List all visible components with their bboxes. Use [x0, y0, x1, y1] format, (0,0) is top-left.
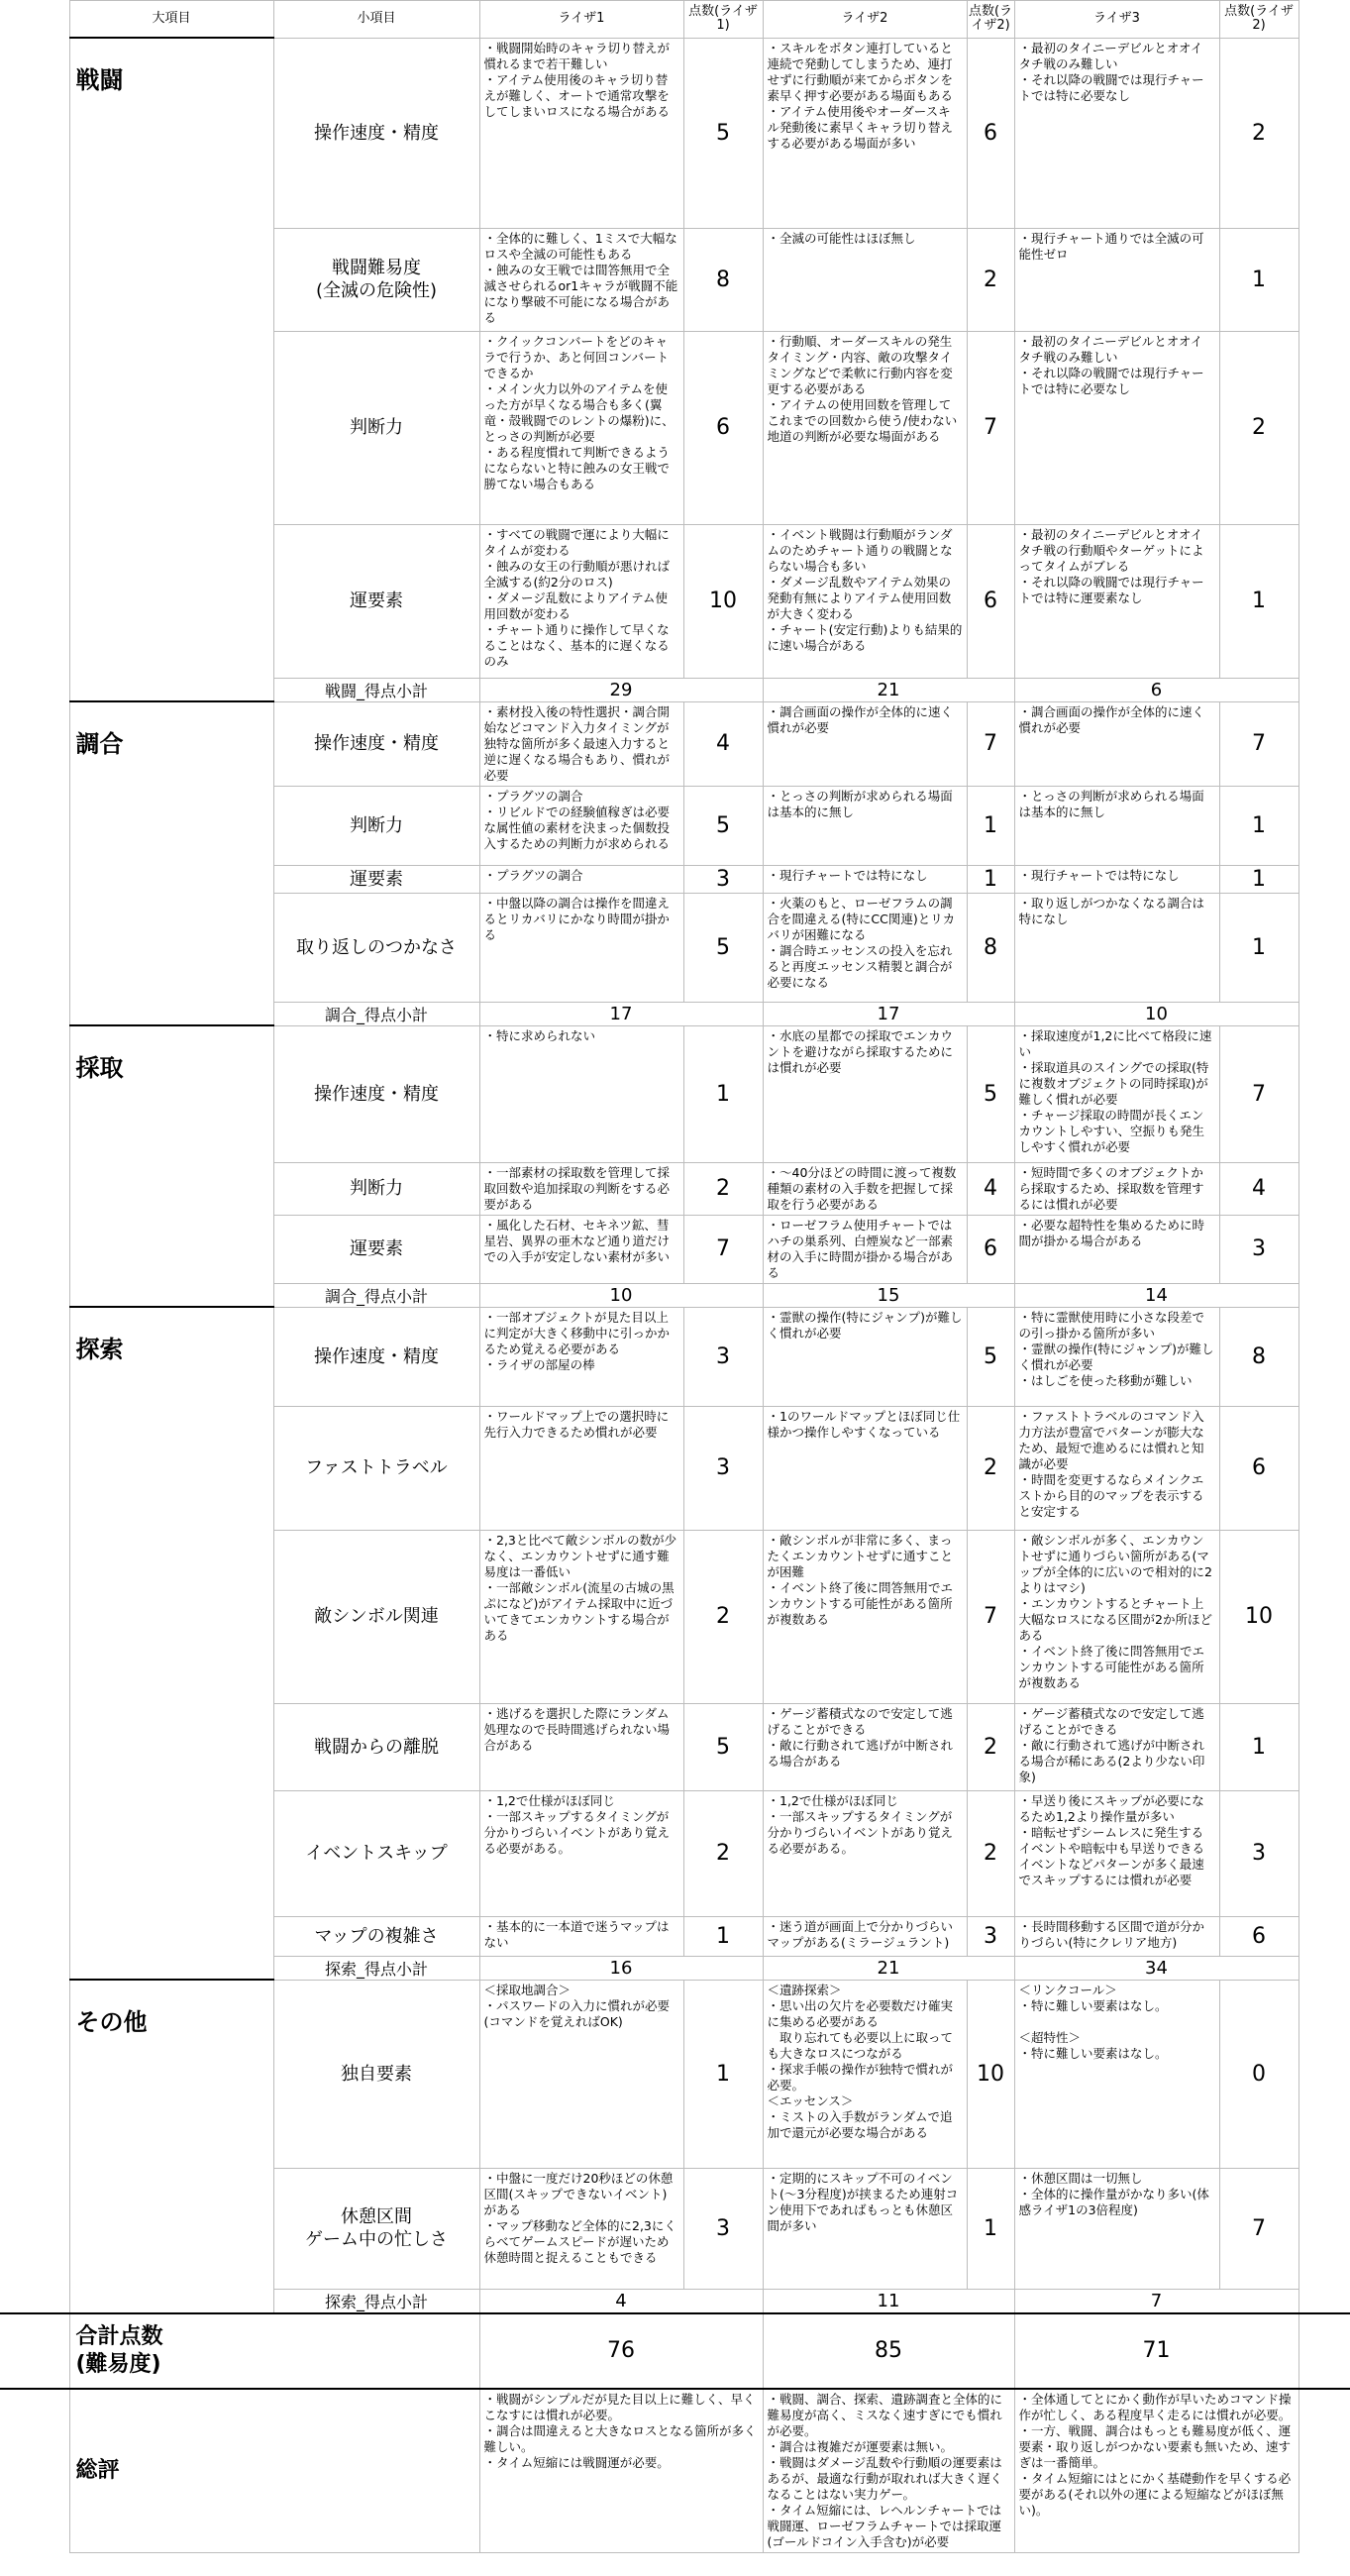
total-ryza1: 76 [479, 2313, 763, 2389]
ryza3-score: 1 [1219, 228, 1298, 331]
ryza3-score: 2 [1219, 38, 1298, 228]
ryza1-score: 3 [683, 1307, 763, 1406]
ryza2-description: ・ローゼフラム使用チャートではハチの巣系列、白煙炭など一部素材の入手に時間が掛かる場合がある [763, 1215, 967, 1283]
row-spacer [0, 1980, 69, 2168]
ryza2-description: ・敵シンボルが非常に多く、まったくエンカウントせずに通すことが困難 ・イベント終了後に問答無用でエンカウントする可能性がある箇所が複数ある [763, 1530, 967, 1703]
ryza2-score: 2 [967, 1703, 1014, 1790]
ryza1-score: 10 [683, 524, 763, 678]
right-spacer [1298, 1002, 1350, 1025]
ryza1-description: ・特に求められない [479, 1025, 683, 1162]
header-ryza2: ライザ2 [763, 1, 967, 39]
ryza2-description: ・〜40分ほどの時間に渡って複数種類の素材の入手数を把握して採取を行う必要がある [763, 1162, 967, 1215]
row-spacer [0, 1162, 69, 1215]
ryza1-score: 3 [683, 865, 763, 893]
subitem-label: 取り返しのつかなさ [273, 893, 479, 1002]
ryza3-score: 10 [1219, 1530, 1298, 1703]
total-row [0, 2313, 1350, 2389]
ryza2-score: 7 [967, 331, 1014, 524]
right-spacer [1298, 1916, 1350, 1956]
ryza1-description: ・全体的に難しく、1ミスで大幅なロスや全滅の可能性もある ・蝕みの女王戦では間答無用で全滅させられるor1キャラが戦闘不能になり撃破不可能になる場合がある [479, 228, 683, 331]
subtotal-label: 探索_得点小計 [273, 2289, 479, 2313]
ryza2-score: 1 [967, 786, 1014, 865]
subitem-label: 戦闘からの離脱 [273, 1703, 479, 1790]
ryza3-score: 1 [1219, 1703, 1298, 1790]
ryza2-score: 6 [967, 1215, 1014, 1283]
header-score-ryza2: 点数(ライザ2) [967, 1, 1014, 39]
ryza1-description: ・クイックコンバートをどのキャラで行うか、あと何回コンバートできるか ・メイン火力以外のアイテムを使った方が早くなる場合も多く(翼竜・殻戦闘でのレントの爆粉)に、とっさの判断が必要 ・ある程度慣れて判断できるようにならないと特に蝕みの女王戦で勝てない場合もある [479, 331, 683, 524]
ryza2-description: ・霊獣の操作(特にジャンプ)が難しく慣れが必要 [763, 1307, 967, 1406]
header-row [0, 1, 1350, 39]
ryza1-description: ・2,3と比べて敵シンボルの数が少なく、エンカウントせずに通す難易度は一番低い ・一部敵シンボル(流星の古城の黒ぷになど)がアイテム採取中に近づいてきてエンカウントする場合がある [479, 1530, 683, 1703]
ryza3-description: ・早送り後にスキップが必要になるため1,2より操作量が多い ・暗転せずシームレスに発生するイベントや暗転中も早送りできるイベントなどパターンが多く最速でスキップするには慣れが必要 [1014, 1790, 1219, 1916]
ryza3-description: ・必要な超特性を集めるために時間が掛かる場合がある [1014, 1215, 1219, 1283]
summary-label: 総評 [69, 2389, 479, 2553]
ryza1-score: 2 [683, 1162, 763, 1215]
ryza1-score: 3 [683, 1406, 763, 1530]
ryza3-description: ・ゲージ蓄積式なので安定して逃げることができる ・敵に行動されて逃げが中断される場合が稀にある(2より少ない印象) [1014, 1703, 1219, 1790]
ryza2-description: ・イベント戦闘は行動順がランダムのためチャート通りの戦闘とならない場合も多い ・ダメージ乱数やアイテム効果の発動有無によりアイテム使用回数が大きく変わる ・チャート(安定行動)よりも結果的に速い場合がある [763, 524, 967, 678]
row-spacer [0, 524, 69, 678]
header-subitem: 小項目 [273, 1, 479, 39]
right-spacer [1298, 786, 1350, 865]
ryza2-description: ＜遺跡探索＞ ・思い出の欠片を必要数だけ確実に集める必要がある 取り忘れても必要以上に取っても大きなロスにつながる ・探求手帳の操作が独特で慣れが必要。 ＜エッセンス＞ ・ミストの入手数がランダムで追加で還元が必要な場合がある [763, 1980, 967, 2168]
right-spacer [1298, 1530, 1350, 1703]
right-spacer [1298, 2313, 1350, 2389]
table-row [0, 701, 1350, 786]
right-spacer [1298, 228, 1350, 331]
ryza3-description: ・ファストトラベルのコマンド入力方法が豊富でパターンが膨大なため、最短で進めるには慣れと知識が必要 ・時間を変更するならメインクエストから目的のマップを表示すると安定する [1014, 1406, 1219, 1530]
subitem-label: 運要素 [273, 1215, 479, 1283]
row-spacer [0, 38, 69, 228]
ryza3-description: ・採取速度が1,2に比べて格段に速い ・採取道具のスイングでの採取(特に複数オブジェクトの同時採取)が難しく慣れが必要 ・チャージ採取の時間が長くエンカウントしやすい、空振りも発生しやすく慣れが必要 [1014, 1025, 1219, 1162]
table-row [0, 1307, 1350, 1406]
right-spacer [1298, 331, 1350, 524]
ryza1-description: ・1,2で仕様がほぼ同じ ・一部スキップするタイミングが分かりづらいイベントがあり覚える必要がある。 [479, 1790, 683, 1916]
row-spacer [0, 2313, 69, 2389]
ryza2-score: 2 [967, 1790, 1014, 1916]
header-score-ryza1: 点数(ライザ1) [683, 1, 763, 39]
ryza2-score: 8 [967, 893, 1014, 1002]
right-spacer [1298, 1406, 1350, 1530]
subitem-label: 操作速度・精度 [273, 1307, 479, 1406]
right-spacer [1298, 1790, 1350, 1916]
ryza3-score: 1 [1219, 524, 1298, 678]
row-spacer [0, 228, 69, 331]
ryza1-score: 1 [683, 1916, 763, 1956]
ryza3-description: ・最初のタイニーデビルとオオイタチ戦のみ難しい ・それ以降の戦闘では現行チャートでは特に必要なし [1014, 331, 1219, 524]
ryza3-score: 1 [1219, 865, 1298, 893]
ryza2-description: ・行動順、オーダースキルの発生タイミング・内容、敵の攻撃タイミングなどで柔軟に行動内容を変更する必要がある ・アイテムの使用回数を管理してこれまでの回数から使う/使わない地道の判断が必要な場面がある [763, 331, 967, 524]
subitem-label: イベントスキップ [273, 1790, 479, 1916]
ryza1-description: ・一部素材の採取数を管理して採取回数や追加採取の判断をする必要がある [479, 1162, 683, 1215]
category-label: 戦闘 [69, 38, 273, 701]
ryza2-score: 2 [967, 228, 1014, 331]
row-spacer [0, 1916, 69, 1956]
row-spacer [0, 1703, 69, 1790]
ryza1-description: ・基本的に一本道で迷うマップはない [479, 1916, 683, 1956]
subtotal-ryza1: 4 [479, 2289, 763, 2313]
subitem-label: マップの複雑さ [273, 1916, 479, 1956]
subitem-label: ファストトラベル [273, 1406, 479, 1530]
ryza2-score: 6 [967, 524, 1014, 678]
category-label: 採取 [69, 1025, 273, 1307]
row-spacer [0, 865, 69, 893]
ryza1-score: 1 [683, 1980, 763, 2168]
summary-row [0, 2389, 1350, 2553]
category-label: 調合 [69, 701, 273, 1025]
subitem-label: 運要素 [273, 865, 479, 893]
ryza3-description: ・最初のタイニーデビルとオオイタチ戦の行動順やターゲットによってタイムがブレる ・それ以降の戦闘では現行チャートでは特に運要素なし [1014, 524, 1219, 678]
row-spacer [0, 1790, 69, 1916]
ryza2-score: 6 [967, 38, 1014, 228]
right-spacer [1298, 1215, 1350, 1283]
header-score-ryza3: 点数(ライザ2) [1219, 1, 1298, 39]
ryza2-score: 5 [967, 1025, 1014, 1162]
header-ryza1: ライザ1 [479, 1, 683, 39]
subtotal-ryza3: 10 [1014, 1002, 1298, 1025]
ryza1-description: ・中盤以降の調合は操作を間違えるとリカバリにかなり時間が掛かる [479, 893, 683, 1002]
total-ryza2: 85 [763, 2313, 1014, 2389]
table-row [0, 1980, 1350, 2168]
ryza2-description: ・ゲージ蓄積式なので安定して逃げることができる ・敵に行動されて逃げが中断される場合がある [763, 1703, 967, 1790]
ryza3-score: 8 [1219, 1307, 1298, 1406]
ryza1-score: 2 [683, 1530, 763, 1703]
row-spacer [0, 701, 69, 786]
ryza1-score: 5 [683, 1703, 763, 1790]
row-header-spacer [0, 1, 69, 39]
subtotal-ryza1: 29 [479, 678, 763, 701]
table-row [0, 38, 1350, 228]
summary-ryza3: ・全体通してとにかく動作が早いためコマンド操作が忙しく、ある程度早く走るには慣れが必要。 ・一方、戦闘、調合はもっとも難易度が低く、運要素・取り返しがつかない要素も無いため、速すぎは一番簡単。 ・タイム短縮にはとにかく基礎動作を早くする必要がある(それ以外の運による短縮などがほぼ無い)。 [1014, 2389, 1298, 2553]
subtotal-ryza2: 11 [763, 2289, 1014, 2313]
right-spacer [1298, 1980, 1350, 2168]
row-spacer [0, 893, 69, 1002]
ryza1-description: ・一部オブジェクトが見た目以上に判定が大きく移動中に引っかかるため覚える必要がある ・ライザの部屋の棒 [479, 1307, 683, 1406]
row-spacer [0, 1406, 69, 1530]
ryza1-description: ・プラグツの調合 ・リビルドでの経験値稼ぎは必要な属性値の素材を決まった個数投入するための判断力が求められる [479, 786, 683, 865]
ryza2-score: 5 [967, 1307, 1014, 1406]
subtotal-ryza1: 17 [479, 1002, 763, 1025]
subtotal-ryza2: 17 [763, 1002, 1014, 1025]
right-spacer [1298, 1283, 1350, 1307]
summary-ryza2: ・戦闘、調合、探索、遺跡調査と全体的に難易度が高く、ミスなく速すぎにでも慣れが必要。 ・調合は複雑だが運要素は無い。 ・戦闘はダメージ乱数や行動順の運要素はあるが、最適な行動が取れれば大きく遅くなることはない実力ゲー。 ・タイム短縮には、レヘルンチャートでは戦闘運、ローゼフラムチャートでは採取運(ゴールドコイン入手含む)が必要 [763, 2389, 1014, 2553]
ryza1-description: ・中盤に一度だけ20秒ほどの休憩区間(スキップできないイベント)がある ・マップ移動など全体的に2,3にくらべてゲームスピードが遅いため休憩時間と捉えることもできる [479, 2168, 683, 2289]
ryza3-score: 2 [1219, 331, 1298, 524]
subitem-label: 戦闘難易度 (全滅の危険性) [273, 228, 479, 331]
ryza2-score: 3 [967, 1916, 1014, 1956]
row-spacer [0, 331, 69, 524]
ryza3-score: 7 [1219, 2168, 1298, 2289]
ryza3-score: 1 [1219, 893, 1298, 1002]
ryza1-score: 2 [683, 1790, 763, 1916]
row-spacer [0, 786, 69, 865]
row-spacer [0, 1307, 69, 1406]
ryza3-description: ・長時間移動する区間で道が分かりづらい(特にクレリア地方) [1014, 1916, 1219, 1956]
ryza2-description: ・1,2で仕様がほぼ同じ ・一部スキップするタイミングが分かりづらいイベントがあり覚える必要がある。 [763, 1790, 967, 1916]
ryza3-score: 3 [1219, 1215, 1298, 1283]
ryza1-score: 5 [683, 38, 763, 228]
subitem-label: 判断力 [273, 331, 479, 524]
row-spacer [0, 1530, 69, 1703]
ryza2-description: ・1のワールドマップとほぼ同じ仕様かつ操作しやすくなっている [763, 1406, 967, 1530]
ryza2-score: 1 [967, 865, 1014, 893]
ryza3-description: ＜リンクコール＞ ・特に難しい要素はなし。 ＜超特性＞ ・特に難しい要素はなし。 [1014, 1980, 1219, 2168]
ryza1-description: ・プラグツの調合 [479, 865, 683, 893]
ryza2-description: ・現行チャートでは特になし [763, 865, 967, 893]
ryza1-score: 3 [683, 2168, 763, 2289]
ryza3-score: 3 [1219, 1790, 1298, 1916]
ryza1-description: ・戦闘開始時のキャラ切り替えが慣れるまで若干難しい ・アイテム使用後のキャラ切り替えが難しく、オートで通常攻撃をしてしまいロスになる場合がある [479, 38, 683, 228]
subitem-label: 敵シンボル関連 [273, 1530, 479, 1703]
subtotal-label: 調合_得点小計 [273, 1283, 479, 1307]
ryza1-score: 1 [683, 1025, 763, 1162]
ryza2-description: ・火薬のもと、ローゼフラムの調合を間違える(特にCC関連)とリカバリが困難になる ・調合時エッセンスの投入を忘れると再度エッセンス精製と調合が必要になる [763, 893, 967, 1002]
ryza2-description: ・迷う道が画面上で分かりづらいマップがある(ミラージュラント) [763, 1916, 967, 1956]
row-spacer [0, 2289, 69, 2313]
right-spacer [1298, 1703, 1350, 1790]
subitem-label: 独自要素 [273, 1980, 479, 2168]
ryza1-description: ・風化した石材、セキネツ鉱、彗星岩、異界の亜木など通り道だけでの入手が安定しない素材が多い [479, 1215, 683, 1283]
row-spacer [0, 1002, 69, 1025]
ryza1-score: 8 [683, 228, 763, 331]
ryza2-description: ・とっさの判断が求められる場面は基本的に無し [763, 786, 967, 865]
ryza1-description: ・すべての戦闘で運により大幅にタイムが変わる ・蝕みの女王の行動順が悪ければ全滅する(約2分のロス) ・ダメージ乱数によりアイテム使用回数が変わる ・チャート通りに操作して早くなることはなく、基本的に遅くなるのみ [479, 524, 683, 678]
right-spacer [1298, 1956, 1350, 1980]
ryza3-description: ・取り返しがつかなくなる調合は特になし [1014, 893, 1219, 1002]
ryza3-description: ・最初のタイニーデビルとオオイタチ戦のみ難しい ・それ以降の戦闘では現行チャートでは特に必要なし [1014, 38, 1219, 228]
subitem-label: 判断力 [273, 786, 479, 865]
right-spacer [1298, 678, 1350, 701]
subitem-label: 休憩区間 ゲーム中の忙しさ [273, 2168, 479, 2289]
ryza3-description: ・休憩区間は一切無し ・全体的に操作量がかなり多い(体感ライザ1の3倍程度) [1014, 2168, 1219, 2289]
ryza3-score: 6 [1219, 1916, 1298, 1956]
total-label: 合計点数 (難易度) [69, 2313, 479, 2389]
subtotal-label: 調合_得点小計 [273, 1002, 479, 1025]
subitem-label: 操作速度・精度 [273, 701, 479, 786]
row-spacer [0, 1025, 69, 1162]
ryza2-description: ・水底の星都での採取でエンカウントを避けながら採取するためには慣れが必要 [763, 1025, 967, 1162]
ryza3-score: 1 [1219, 786, 1298, 865]
row-spacer [0, 2389, 69, 2553]
ryza2-description: ・調合画面の操作が全体的に速く慣れが必要 [763, 701, 967, 786]
ryza2-score: 7 [967, 701, 1014, 786]
header-category: 大項目 [69, 1, 273, 39]
ryza1-score: 5 [683, 893, 763, 1002]
right-spacer [1298, 38, 1350, 228]
ryza2-score: 10 [967, 1980, 1014, 2168]
ryza3-description: ・とっさの判断が求められる場面は基本的に無し [1014, 786, 1219, 865]
right-spacer [1298, 701, 1350, 786]
row-spacer [0, 1956, 69, 1980]
right-spacer [1298, 2289, 1350, 2313]
category-label: その他 [69, 1980, 273, 2313]
ryza1-description: ・逃げるを選択した際にランダム処理なので長時間逃げられない場合がある [479, 1703, 683, 1790]
ryza3-score: 7 [1219, 1025, 1298, 1162]
ryza3-description: ・現行チャートでは特になし [1014, 865, 1219, 893]
subtotal-label: 探索_得点小計 [273, 1956, 479, 1980]
subtotal-ryza3: 6 [1014, 678, 1298, 701]
ryza3-score: 6 [1219, 1406, 1298, 1530]
right-spacer [1298, 1025, 1350, 1162]
summary-ryza1: ・戦闘がシンプルだが見た目以上に難しく、早くこなすには慣れが必要。 ・調合は間違えると大きなロスとなる箇所が多く難しい。 ・タイム短縮には戦闘運が必要。 [479, 2389, 763, 2553]
subitem-label: 操作速度・精度 [273, 1025, 479, 1162]
right-spacer [1298, 2168, 1350, 2289]
row-spacer [0, 678, 69, 701]
ryza2-score: 4 [967, 1162, 1014, 1215]
right-spacer [1298, 2389, 1350, 2553]
subtotal-ryza3: 7 [1014, 2289, 1298, 2313]
ryza3-score: 7 [1219, 701, 1298, 786]
right-spacer [1298, 893, 1350, 1002]
subtotal-ryza3: 14 [1014, 1283, 1298, 1307]
ryza2-description: ・定期的にスキップ不可のイベント(〜3分程度)が挟まるため連射コン使用下であればもっとも休憩区間が多い [763, 2168, 967, 2289]
ryza3-description: ・敵シンボルが多く、エンカウントせずに通りづらい箇所がある(マップが全体的に広いので相対的に2よりはマシ) ・エンカウントするとチャート上大幅なロスになる区間が2か所ほどある ・イベント終了後に問答無用でエンカウントする可能性がある箇所が複数ある [1014, 1530, 1219, 1703]
ryza1-description: ＜採取地調合＞ ・パスワードの入力に慣れが必要(コマンドを覚えればOK) [479, 1980, 683, 2168]
ryza1-score: 5 [683, 786, 763, 865]
subtotal-ryza2: 21 [763, 678, 1014, 701]
ryza3-description: ・現行チャート通りでは全滅の可能性ゼロ [1014, 228, 1219, 331]
ryza3-score: 4 [1219, 1162, 1298, 1215]
ryza2-description: ・スキルをボタン連打していると連続で発動してしまうため、連打せずに行動順が来てからボタンを素早く押す必要がある場面もある ・アイテム使用後やオーダースキル発動後に素早くキャラ切り替えする必要がある場面が多い [763, 38, 967, 228]
header-ryza3: ライザ3 [1014, 1, 1219, 39]
right-spacer [1298, 1307, 1350, 1406]
ryza1-description: ・ワールドマップ上での選択時に先行入力できるため慣れが必要 [479, 1406, 683, 1530]
ryza2-description: ・全滅の可能性はほぼ無し [763, 228, 967, 331]
ryza3-description: ・調合画面の操作が全体的に速く慣れが必要 [1014, 701, 1219, 786]
ryza1-score: 6 [683, 331, 763, 524]
ryza2-score: 1 [967, 2168, 1014, 2289]
table-row [0, 1025, 1350, 1162]
subtotal-label: 戦闘_得点小計 [273, 678, 479, 701]
ryza1-score: 7 [683, 1215, 763, 1283]
ryza3-description: ・特に霊獣使用時に小さな段差での引っ掛かる箇所が多い ・霊獣の操作(特にジャンプ)が難しく慣れが必要 ・はしごを使った移動が難しい [1014, 1307, 1219, 1406]
row-spacer [0, 1283, 69, 1307]
ryza3-description: ・短時間で多くのオブジェクトから採取するため、採取数を管理するには慣れが必要 [1014, 1162, 1219, 1215]
subitem-label: 操作速度・精度 [273, 38, 479, 228]
ryza2-score: 7 [967, 1530, 1014, 1703]
right-spacer [1298, 1, 1350, 39]
ryza3-score: 0 [1219, 1980, 1298, 2168]
subtotal-ryza2: 21 [763, 1956, 1014, 1980]
right-spacer [1298, 865, 1350, 893]
subtotal-ryza2: 15 [763, 1283, 1014, 1307]
category-label: 探索 [69, 1307, 273, 1980]
row-spacer [0, 1215, 69, 1283]
total-ryza3: 71 [1014, 2313, 1298, 2389]
ryza1-score: 4 [683, 701, 763, 786]
right-spacer [1298, 1162, 1350, 1215]
ryza2-score: 2 [967, 1406, 1014, 1530]
subtotal-ryza3: 34 [1014, 1956, 1298, 1980]
subitem-label: 運要素 [273, 524, 479, 678]
subtotal-ryza1: 10 [479, 1283, 763, 1307]
row-spacer [0, 2168, 69, 2289]
right-spacer [1298, 524, 1350, 678]
ryza1-description: ・素材投入後の特性選択・調合開始などコマンド入力タイミングが独特な箇所が多く最速入力すると逆に遅くなる場合もあり、慣れが必要 [479, 701, 683, 786]
subtotal-ryza1: 16 [479, 1956, 763, 1980]
subitem-label: 判断力 [273, 1162, 479, 1215]
